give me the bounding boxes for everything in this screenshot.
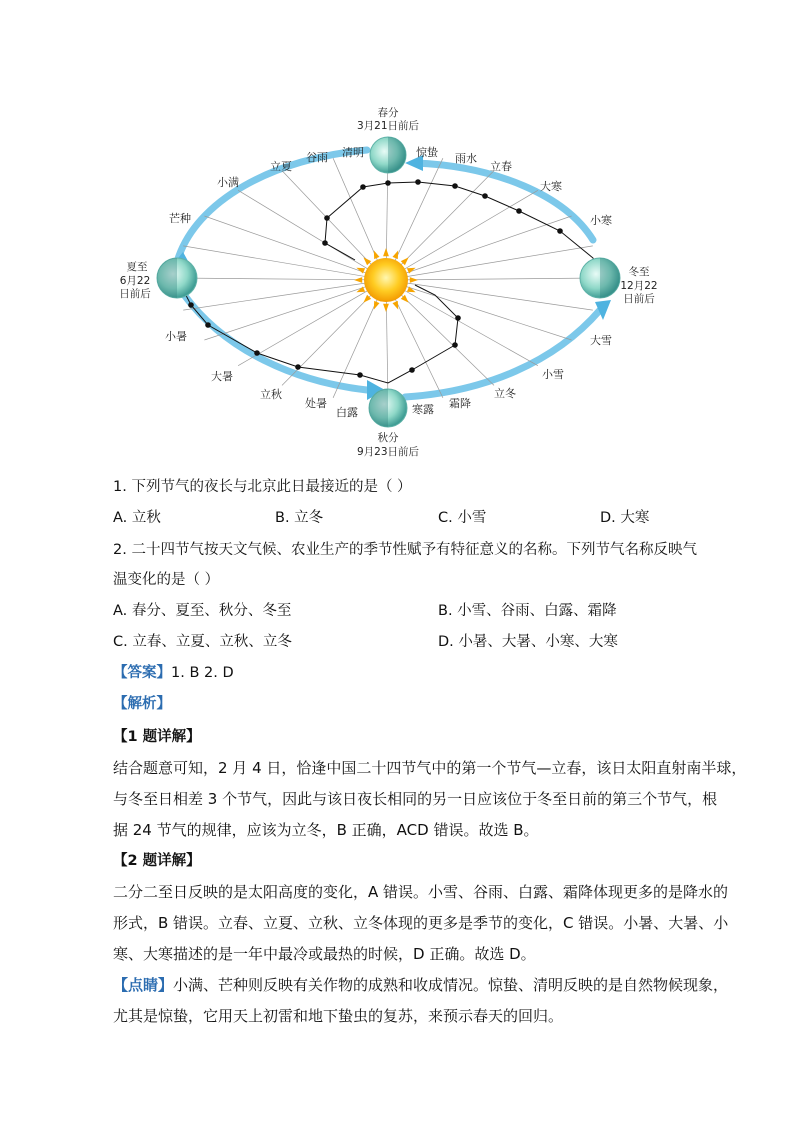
summer-solstice-name: 夏至 xyxy=(126,261,148,273)
analysis-line xyxy=(113,694,171,714)
term-label: 立冬 xyxy=(494,387,516,400)
sun-ray xyxy=(238,280,386,366)
detail-2-line: 形式，B 错误。立春、立夏、立秋、立冬体现的更多是季节的变化，C 错误。小暑、大暑、小 xyxy=(113,914,729,932)
trace-dot xyxy=(205,322,211,328)
winter-solstice-date1: 12月22 xyxy=(620,280,658,292)
answer-tag: 【答案】 xyxy=(113,665,171,681)
sun-spike xyxy=(374,301,380,310)
trace-dot xyxy=(409,367,415,373)
solar-terms-diagram xyxy=(105,100,665,465)
term-label: 谷雨 xyxy=(306,151,328,164)
detail-1-tag: 【1 题详解】 xyxy=(113,729,201,745)
term-label: 白露 xyxy=(336,406,358,419)
trace-dot xyxy=(482,193,488,199)
q1-option-d: D. 大寒 xyxy=(600,510,650,526)
question-2-stem-line2: 温变化的是（ ） xyxy=(113,572,220,588)
detail-1-text xyxy=(113,753,747,846)
tip-tag: 【点睛】 xyxy=(113,976,174,994)
sun-spike xyxy=(383,304,389,312)
detail-1-line: 与冬至日相差 3 个节气，因此与该日夜长相同的另一日应该位于冬至日前的第三个节气，根 xyxy=(113,790,718,808)
detail-2-text xyxy=(113,877,729,970)
trace-dot xyxy=(295,364,301,370)
winter-solstice-date2: 日前后 xyxy=(623,293,655,305)
term-label: 立春 xyxy=(490,160,512,173)
sun-ray xyxy=(386,280,572,340)
sun-ray xyxy=(183,246,386,280)
q2-option-d: D. 小暑、大暑、小寒、大寒 xyxy=(438,634,618,650)
q2-option-a: A. 春分、夏至、秋分、冬至 xyxy=(113,603,292,619)
sun-spike xyxy=(374,250,380,259)
detail-2-line: 二分二至日反映的是太阳高度的变化，A 错误。小雪、谷雨、白露、霜降体现更多的是降水的 xyxy=(113,883,729,901)
sun-ray xyxy=(183,280,386,310)
tip-line-1: 小满、芒种则反映有关作物的成熟和收成情况。惊蛰、清明反映的是自然物候现象， xyxy=(173,976,729,994)
earth-icon-spring xyxy=(370,137,406,173)
trace-dot xyxy=(452,183,458,189)
sun-spike xyxy=(356,268,365,274)
term-label: 雨水 xyxy=(455,152,477,165)
sun-ray xyxy=(282,171,386,280)
term-label: 大寒 xyxy=(540,180,562,193)
trace-dot xyxy=(516,208,522,214)
autumn-equinox-name: 秋分 xyxy=(377,432,399,444)
term-label: 大雪 xyxy=(590,334,612,347)
detail-2-tag: 【2 题详解】 xyxy=(113,853,201,869)
spring-equinox-name: 春分 xyxy=(377,107,399,119)
trace-dot xyxy=(254,350,260,356)
sun-ray xyxy=(204,216,386,280)
term-label: 处暑 xyxy=(305,397,327,410)
earth-icon-autumn xyxy=(369,389,407,427)
term-label: 小满 xyxy=(217,176,239,189)
tip-line-2: 尤其是惊蛰，它用天上初雷和地下蛰虫的复苏，来预示春天的回归。 xyxy=(113,1007,564,1025)
earth-icon-winter xyxy=(580,258,620,298)
trace-dot xyxy=(188,302,194,308)
sun-ray xyxy=(386,246,593,280)
sun-ray xyxy=(238,190,386,280)
question-1-stem: 1. 下列节气的夜长与北京此日最接近的是（ ） xyxy=(113,479,412,495)
sun-ray xyxy=(204,280,386,340)
term-label: 小雪 xyxy=(542,368,564,381)
term-label: 立秋 xyxy=(260,388,282,401)
autumn-equinox-date: 9月23日前后 xyxy=(356,446,420,458)
sun-ray xyxy=(386,280,538,366)
q1-option-a: A. 立秋 xyxy=(113,510,161,526)
tip-text xyxy=(113,970,729,1032)
detail-1-line: 结合题意可知，2 月 4 日，恰逢中国二十四节气中的第一个节气—立春，该日太阳直射南半球， xyxy=(113,759,747,777)
q1-option-c: C. 小雪 xyxy=(438,510,487,526)
detail-2-line: 寒、大寒描述的是一年中最冷或最热的时候，D 正确。故选 D。 xyxy=(113,945,536,963)
trace-line xyxy=(325,218,355,260)
spring-equinox-date: 3月21日前后 xyxy=(356,120,420,132)
term-label: 小暑 xyxy=(165,330,187,343)
trace-dot xyxy=(324,215,330,221)
tip-line xyxy=(113,970,729,1001)
trace-dot xyxy=(415,179,421,185)
answer-text: 1. B 2. D xyxy=(171,665,234,681)
summer-solstice-date1: 6月22 xyxy=(119,275,151,287)
sun-spike xyxy=(393,301,399,310)
summer-solstice-date2: 日前后 xyxy=(119,288,151,300)
sun-spike xyxy=(383,248,389,256)
term-label: 芒种 xyxy=(169,212,191,225)
term-label: 立夏 xyxy=(270,160,292,173)
term-label: 霜降 xyxy=(449,397,471,410)
trace-dot xyxy=(455,315,461,321)
trace-dot xyxy=(557,228,563,234)
q1-option-b: B. 立冬 xyxy=(275,510,324,526)
trace-dot xyxy=(452,342,458,348)
answer-line xyxy=(113,663,234,683)
q2-option-b: B. 小雪、谷雨、白露、霜降 xyxy=(438,603,617,619)
q2-option-c: C. 立春、立夏、立秋、立冬 xyxy=(113,634,292,650)
trace-dot xyxy=(385,180,391,186)
sun-ray xyxy=(386,171,494,280)
winter-solstice-name: 冬至 xyxy=(628,266,650,278)
sun-spike xyxy=(393,250,399,259)
analysis-tag: 【解析】 xyxy=(113,696,171,712)
sun-ray xyxy=(386,280,593,310)
sun-spike xyxy=(410,277,418,283)
earth-icon-summer xyxy=(157,258,197,298)
sun-ray xyxy=(176,278,386,280)
trace-dot xyxy=(322,240,328,246)
term-label: 大暑 xyxy=(211,370,233,383)
term-label: 清明 xyxy=(342,146,364,159)
sun-ray xyxy=(386,280,494,385)
sun-spike xyxy=(354,277,362,283)
trace-dot xyxy=(360,184,366,190)
term-label: 寒露 xyxy=(412,403,434,416)
term-label: 小寒 xyxy=(590,214,612,227)
detail-1-line: 据 24 节气的规律，应该为立冬，B 正确，ACD 错误。故选 B。 xyxy=(113,821,539,839)
trace-dot xyxy=(357,372,363,378)
term-label: 惊蛰 xyxy=(416,146,438,159)
question-2-stem-line1: 2. 二十四节气按天文气候、农业生产的季节性赋予有特征意义的名称。下列节气名称反映气 xyxy=(113,542,697,558)
sun-spike xyxy=(363,257,371,265)
sun-ray xyxy=(386,278,600,280)
